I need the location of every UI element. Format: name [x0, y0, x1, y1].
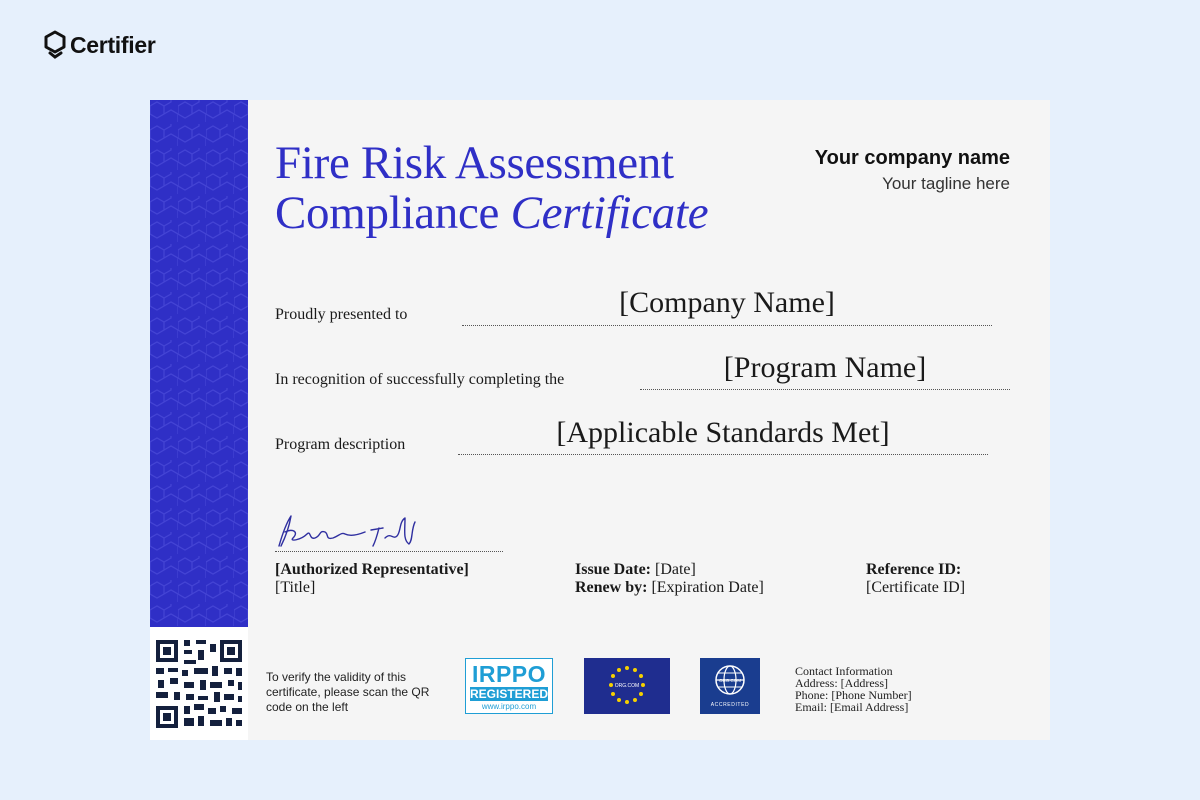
contact-heading: Contact Information [795, 664, 893, 678]
field-label: Program description [275, 436, 406, 453]
field-value: [Company Name] [619, 286, 835, 319]
field-underline [462, 325, 992, 326]
field-value: [Program Name] [723, 351, 927, 384]
company-name: Your company name [814, 147, 1010, 169]
qr-code-icon [154, 638, 244, 730]
contact-phone: Phone: [Phone Number] [795, 688, 912, 702]
title-line-2-plain: Compliance [275, 187, 511, 239]
globe-icon [700, 658, 760, 714]
eu-badge-text: ORG.COM [614, 683, 640, 689]
verify-instructions: To verify the validity of this certificate, please scan the QR code on the left [266, 670, 430, 714]
representative-name: [Authorized Representative] [275, 561, 469, 578]
title-line-1: Fire Risk Assessment [275, 137, 674, 189]
accredited-org-text: ORG.COM [719, 678, 741, 683]
eu-stars-icon [584, 658, 670, 714]
field-underline [640, 389, 1010, 390]
irppo-badge [465, 658, 553, 714]
representative-title: [Title] [275, 579, 316, 596]
decorative-side-band [150, 100, 248, 627]
hex-pattern [150, 100, 248, 627]
issue-date-label: Issue Date: [575, 561, 651, 578]
brand-name: Certifier [70, 31, 156, 58]
accredited-badge [700, 658, 760, 714]
irppo-title: IRPPO [471, 661, 547, 687]
renew-by-value: [Expiration Date] [647, 579, 764, 596]
eu-badge [584, 658, 670, 714]
signature-icon [275, 510, 505, 552]
reference-block [866, 561, 965, 597]
issue-date-value: [Date] [651, 561, 696, 578]
field-underline [458, 454, 988, 455]
field-label: Proudly presented to [275, 306, 408, 323]
irppo-registered: REGISTERED [470, 687, 549, 701]
field-value: [Applicable Standards Met] [556, 416, 890, 449]
certificate-title [275, 138, 708, 238]
contact-address: Address: [Address] [795, 676, 888, 690]
renew-by-label: Renew by: [575, 579, 648, 596]
representative-block [275, 561, 469, 597]
brand-header [44, 30, 156, 60]
contact-block [795, 665, 912, 713]
irppo-url: www.irppo.com [481, 702, 537, 711]
accredited-text: ACCREDITED [710, 702, 750, 708]
title-line-2-italic: Certificate [510, 187, 709, 239]
dates-block [575, 561, 764, 597]
contact-email: Email: [Email Address] [795, 700, 909, 714]
certifier-logo-icon [44, 30, 66, 60]
field-label: In recognition of successfully completing the [275, 371, 565, 388]
reference-label: Reference ID: [866, 561, 962, 578]
certificate [150, 100, 1050, 740]
company-tagline: Your tagline here [882, 174, 1010, 193]
reference-value: [Certificate ID] [866, 579, 966, 596]
signature-line [275, 551, 503, 552]
title-line-2 [275, 188, 708, 238]
company-block [815, 147, 1010, 194]
qr-code[interactable] [150, 627, 248, 740]
